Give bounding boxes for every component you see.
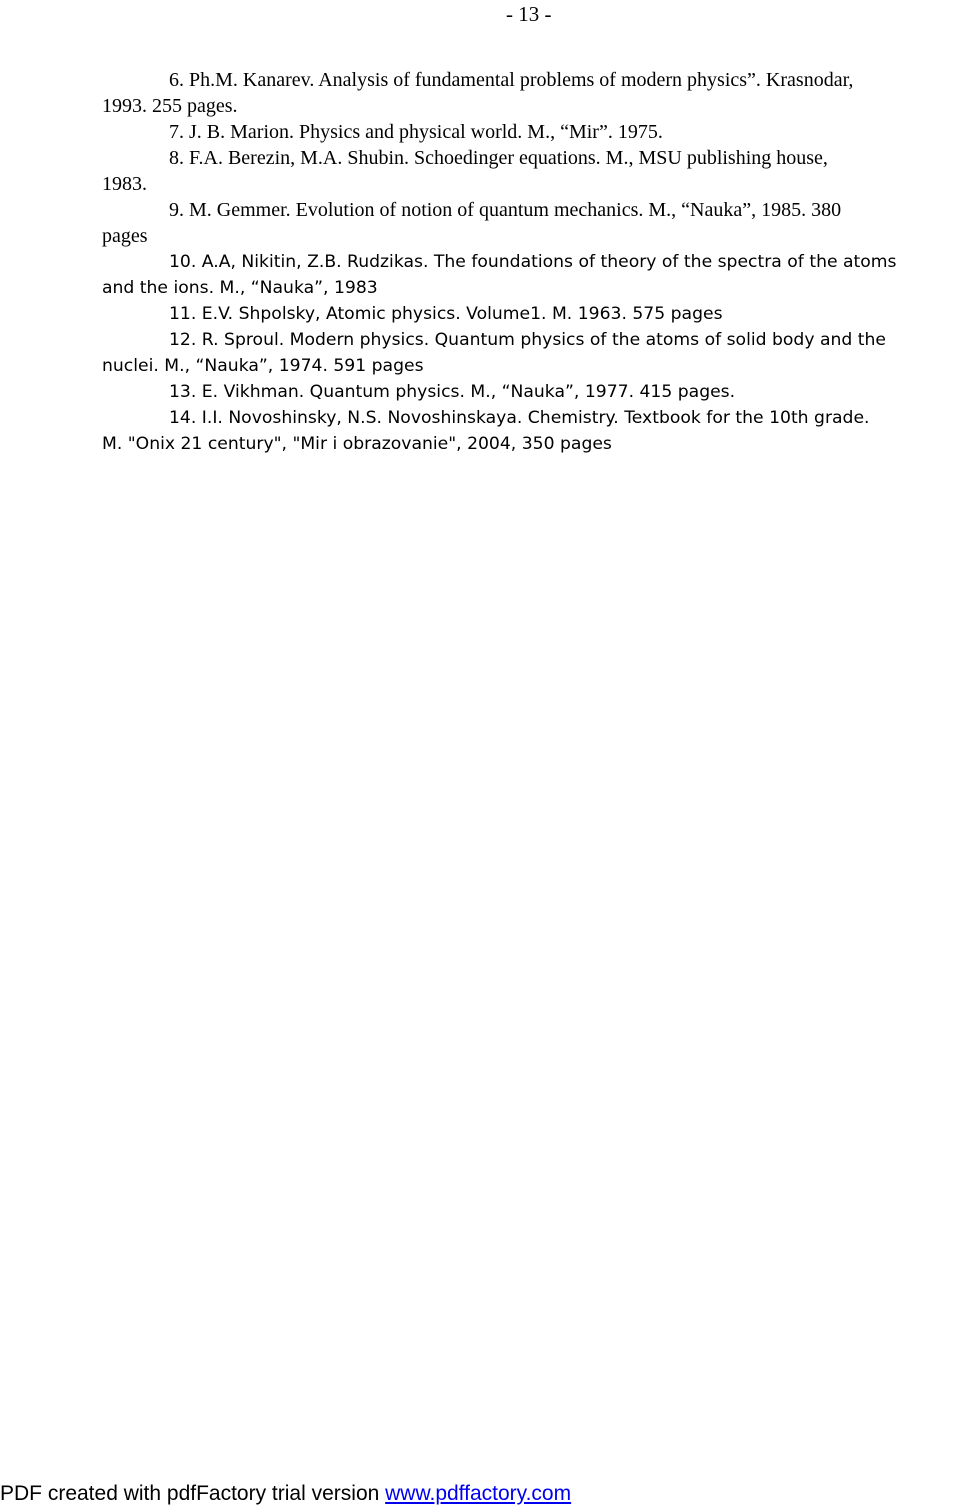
page-number: - 13 - bbox=[506, 2, 552, 26]
reference-11: 11. E.V. Shpolsky, Atomic physics. Volume1. M. 1963. 575 pages bbox=[169, 304, 723, 324]
footer-link[interactable]: www.pdffactory.com bbox=[385, 1482, 572, 1505]
reference-6-line-2: 1993. 255 pages. bbox=[102, 95, 238, 117]
reference-10-line-2: and the ions. M., “Nauka”, 1983 bbox=[102, 278, 378, 298]
reference-12-line-1: 12. R. Sproul. Modern physics. Quantum physics of the atoms of solid body and the bbox=[169, 330, 886, 350]
reference-10-line-1: 10. A.A, Nikitin, Z.B. Rudzikas. The foundations of theory of the spectra of the atoms bbox=[169, 252, 897, 272]
reference-9-line-1: 9. M. Gemmer. Evolution of notion of quantum mechanics. M., “Nauka”, 1985. 380 bbox=[169, 199, 842, 221]
reference-7: 7. J. B. Marion. Physics and physical world. M., “Mir”. 1975. bbox=[169, 121, 663, 143]
reference-8-line-2: 1983. bbox=[102, 173, 147, 195]
footer-text: PDF created with pdfFactory trial version bbox=[0, 1482, 386, 1505]
reference-12-line-2: nuclei. M., “Nauka”, 1974. 591 pages bbox=[102, 356, 424, 376]
reference-14-line-2: M. "Onix 21 century", "Mir i obrazovanie", 2004, 350 pages bbox=[102, 434, 612, 454]
reference-13: 13. E. Vikhman. Quantum physics. M., “Nauka”, 1977. 415 pages. bbox=[169, 382, 736, 402]
reference-6-line-1: 6. Ph.M. Kanarev. Analysis of fundamental problems of modern physics”. Krasnodar, bbox=[169, 69, 854, 91]
reference-9-line-2: pages bbox=[102, 225, 148, 247]
reference-8-line-1: 8. F.A. Berezin, M.A. Shubin. Schoedinger equations. M., MSU publishing house, bbox=[169, 147, 828, 169]
reference-14-line-1: 14. I.I. Novoshinsky, N.S. Novoshinskaya. Chemistry. Textbook for the 10th grade. bbox=[169, 408, 870, 428]
pdf-footer bbox=[0, 1482, 571, 1506]
